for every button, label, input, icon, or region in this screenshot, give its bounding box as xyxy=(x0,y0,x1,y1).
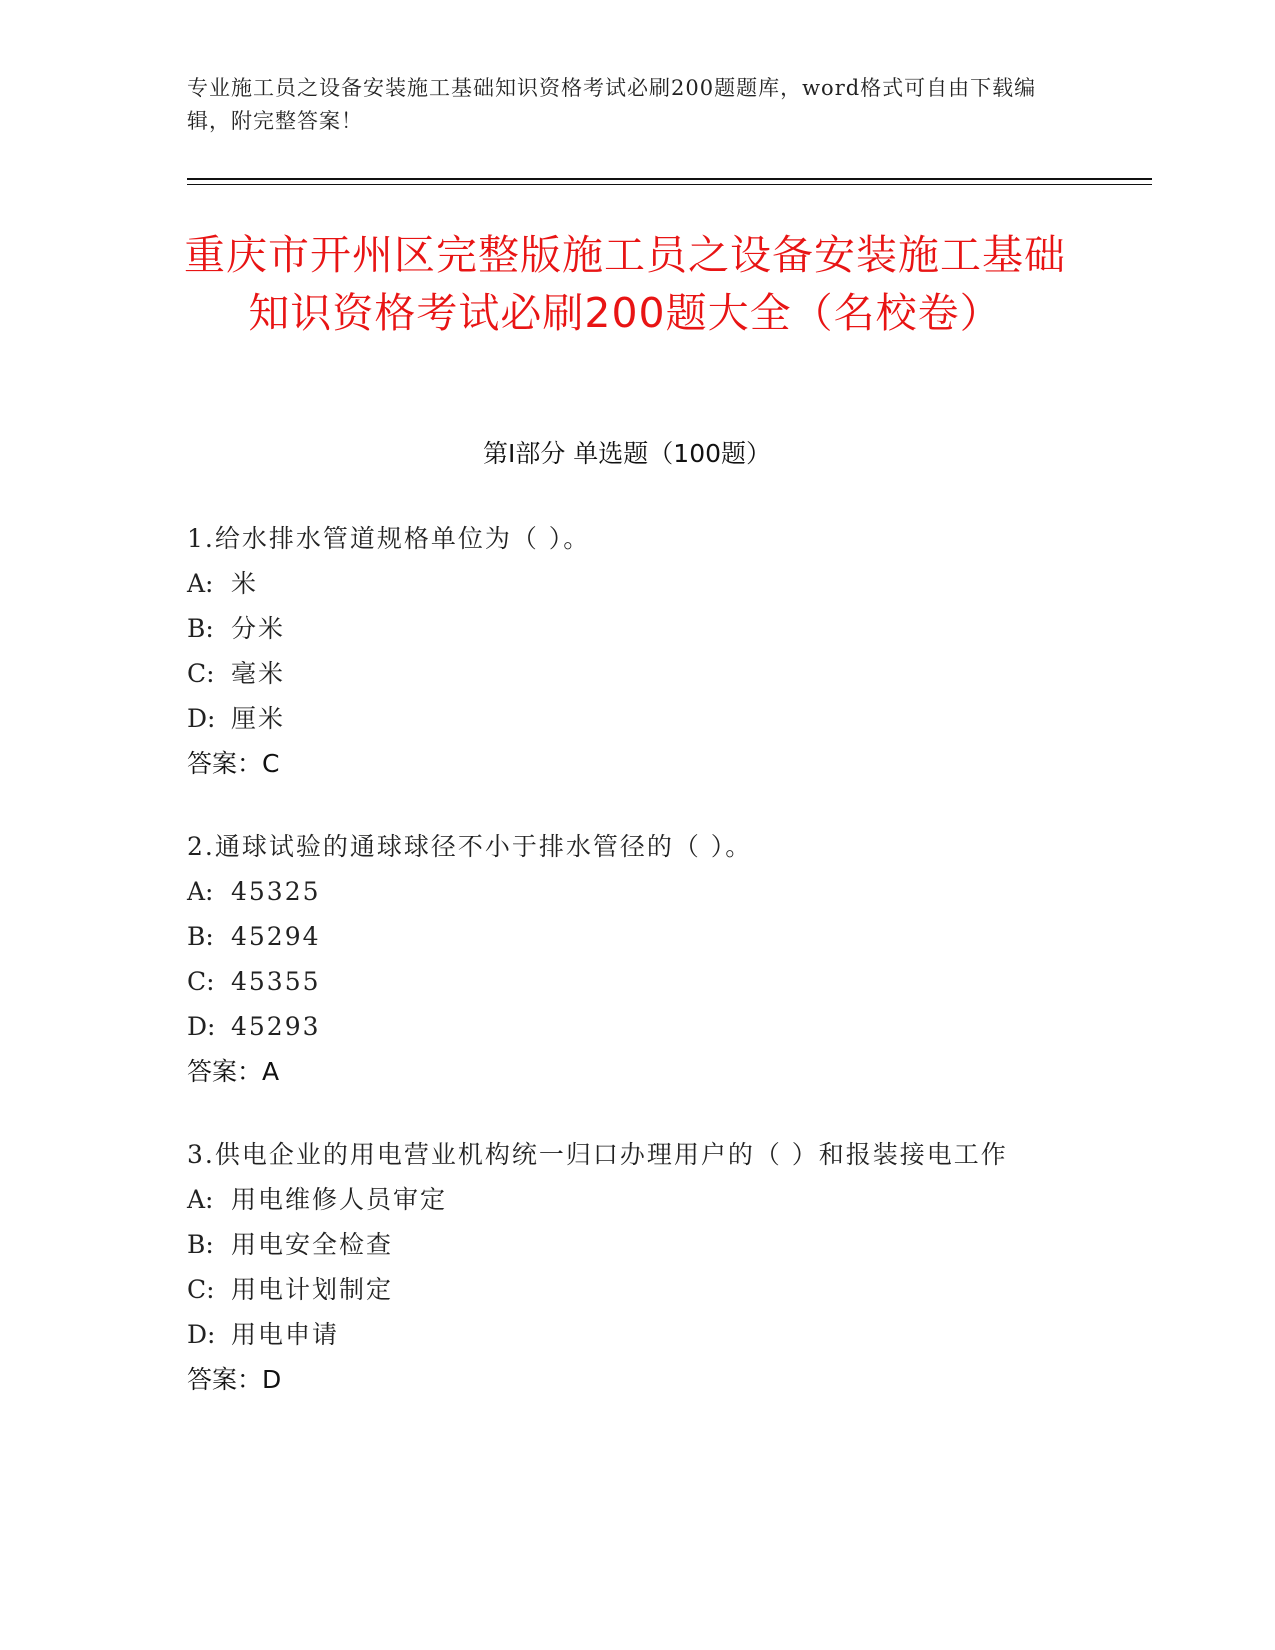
answer-line: 答案：C xyxy=(187,749,280,778)
option-d xyxy=(187,704,1087,734)
option-text: 用电维修人员审定 xyxy=(231,1185,448,1214)
document-title: 重庆市开州区完整版施工员之设备安装施工基础知识资格考试必刷200题大全（名校卷） xyxy=(184,231,1066,337)
option-text: 45325 xyxy=(231,877,321,906)
option-key: A: xyxy=(187,1185,214,1214)
option-c xyxy=(187,1275,1087,1305)
question-stem: 3.供电企业的用电营业机构统一归口办理用户的（ ）和报装接电工作 xyxy=(187,1140,1008,1169)
option-text: 分米 xyxy=(231,614,286,643)
option-key: B: xyxy=(187,614,214,643)
option-text: 用电计划制定 xyxy=(231,1275,394,1304)
option-key: D: xyxy=(187,1012,216,1041)
option-key: B: xyxy=(187,1230,214,1259)
section-heading: 第Ⅰ部分 单选题（100题） xyxy=(482,439,772,468)
question-list xyxy=(187,524,1087,1448)
option-text: 毫米 xyxy=(231,659,286,688)
option-text: 45294 xyxy=(231,922,321,951)
question-stem: 1.给水排水管道规格单位为（ ）。 xyxy=(187,524,591,553)
option-key: C: xyxy=(187,659,215,688)
option-key: A: xyxy=(187,877,214,906)
option-key: A: xyxy=(187,569,214,598)
option-key: C: xyxy=(187,967,215,996)
option-key: D: xyxy=(187,1320,216,1349)
option-a xyxy=(187,877,1087,907)
question-1 xyxy=(187,524,1087,779)
option-b xyxy=(187,614,1087,644)
option-text: 米 xyxy=(231,569,259,598)
option-a xyxy=(187,569,1087,599)
question-2 xyxy=(187,832,1087,1087)
option-b xyxy=(187,922,1087,952)
option-text: 用电申请 xyxy=(231,1320,340,1349)
header-divider-thin xyxy=(187,184,1152,185)
option-key: C: xyxy=(187,1275,215,1304)
option-d xyxy=(187,1012,1087,1042)
option-b xyxy=(187,1230,1087,1260)
header-note: 专业施工员之设备安装施工基础知识资格考试必刷200题题库，word格式可自由下载编辑，附完整答案！ xyxy=(187,76,1037,133)
question-stem: 2.通球试验的通球球径不小于排水管径的（ ）。 xyxy=(187,832,753,861)
option-key: D: xyxy=(187,704,216,733)
option-text: 45355 xyxy=(231,967,321,996)
option-c xyxy=(187,967,1087,997)
option-a xyxy=(187,1185,1087,1215)
option-text: 45293 xyxy=(231,1012,321,1041)
option-d xyxy=(187,1320,1087,1350)
option-text: 用电安全检查 xyxy=(231,1230,394,1259)
question-3 xyxy=(187,1140,1087,1395)
option-c xyxy=(187,659,1087,689)
option-text: 厘米 xyxy=(231,704,286,733)
option-key: B: xyxy=(187,922,214,951)
answer-line: 答案：D xyxy=(187,1365,282,1394)
answer-line: 答案：A xyxy=(187,1057,280,1086)
header-divider-thick xyxy=(187,178,1152,180)
